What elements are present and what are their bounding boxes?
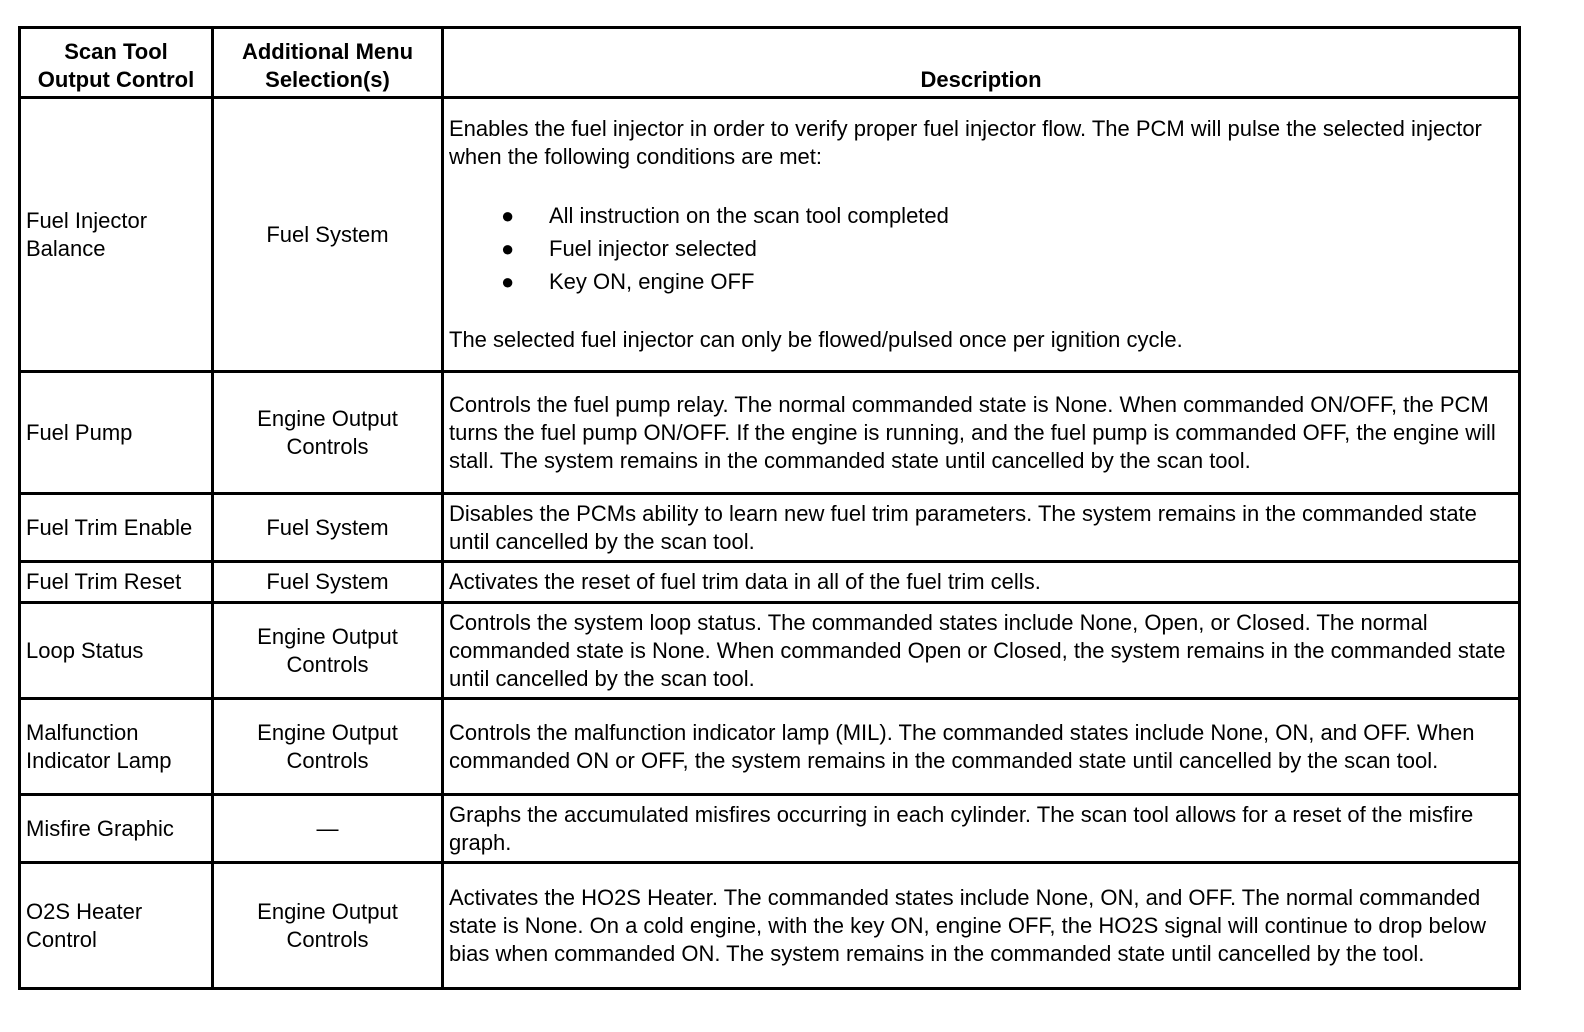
control-cell: Fuel Trim Reset [20, 562, 213, 603]
description-cell: Disables the PCMs ability to learn new fuel trim parameters. The system remains in the commanded state until cancelled by the scan tool. [443, 494, 1520, 562]
table-row [20, 562, 1520, 603]
description-cell [443, 98, 1520, 372]
description-cell: Graphs the accumulated misfires occurring in each cylinder. The scan tool allows for a reset of the misfire graph. [443, 795, 1520, 863]
table-row [20, 863, 1520, 989]
menu-cell: Fuel System [213, 562, 443, 603]
output-control-table [18, 26, 1521, 990]
description-cell: Activates the reset of fuel trim data in all of the fuel trim cells. [443, 562, 1520, 603]
control-cell: Malfunction Indicator Lamp [20, 699, 213, 795]
menu-cell: Engine Output Controls [213, 372, 443, 494]
condition-text: Fuel injector selected [549, 236, 757, 261]
description-cell: Controls the system loop status. The commanded states include None, Open, or Closed. The normal commanded state is None. When commanded Open or Closed, the system remains in the commanded state until cancelled by the scan tool. [443, 603, 1520, 699]
menu-cell: Engine Output Controls [213, 603, 443, 699]
table-row [20, 372, 1520, 494]
table-row [20, 494, 1520, 562]
bullet-icon: ● [501, 236, 515, 261]
menu-cell: Engine Output Controls [213, 699, 443, 795]
control-cell: Loop Status [20, 603, 213, 699]
description-cell: Activates the HO2S Heater. The commanded states include None, ON, and OFF. The normal commanded state is None. On a cold engine, with the key ON, engine OFF, the HO2S signal will continue to drop below bias when commanded ON. The system remains in the commanded state until cancelled by the tool. [443, 863, 1520, 989]
control-cell: Fuel Pump [20, 372, 213, 494]
description-cell: Controls the malfunction indicator lamp (MIL). The commanded states include None, ON, and OFF. When commanded ON or OFF, the system remains in the commanded state until cancelled by the scan tool. [443, 699, 1520, 795]
control-cell: Fuel Trim Enable [20, 494, 213, 562]
header-description: Description [443, 28, 1520, 98]
table-row [20, 98, 1520, 372]
table-row [20, 603, 1520, 699]
control-cell: Misfire Graphic [20, 795, 213, 863]
description-note: The selected fuel injector can only be flowed/pulsed once per ignition cycle. [449, 327, 1183, 352]
menu-cell: Engine Output Controls [213, 863, 443, 989]
control-cell: O2S Heater Control [20, 863, 213, 989]
header-control: Scan Tool Output Control [20, 28, 213, 98]
menu-cell: Fuel System [213, 98, 443, 372]
header-row [20, 28, 1520, 98]
menu-cell: Fuel System [213, 494, 443, 562]
menu-cell: — [213, 795, 443, 863]
condition-item [501, 199, 1513, 232]
header-menu: Additional Menu Selection(s) [213, 28, 443, 98]
condition-item [501, 232, 1513, 265]
bullet-icon: ● [501, 203, 515, 228]
control-cell: Fuel Injector Balance [20, 98, 213, 372]
bullet-icon: ● [501, 269, 515, 294]
description-text: Enables the fuel injector in order to verify proper fuel injector flow. The PCM will pulse the selected injector when the following conditions are met: [449, 116, 1482, 169]
description-cell: Controls the fuel pump relay. The normal commanded state is None. When commanded ON/OFF, the PCM turns the fuel pump ON/OFF. If the engine is running, and the fuel pump is commanded OFF, the engine will stall. The system remains in the commanded state until cancelled by the scan tool. [443, 372, 1520, 494]
condition-text: Key ON, engine OFF [549, 269, 755, 294]
condition-text: All instruction on the scan tool completed [549, 203, 949, 228]
condition-item [501, 265, 1513, 298]
table-row [20, 699, 1520, 795]
table-row [20, 795, 1520, 863]
conditions-list [449, 199, 1513, 298]
